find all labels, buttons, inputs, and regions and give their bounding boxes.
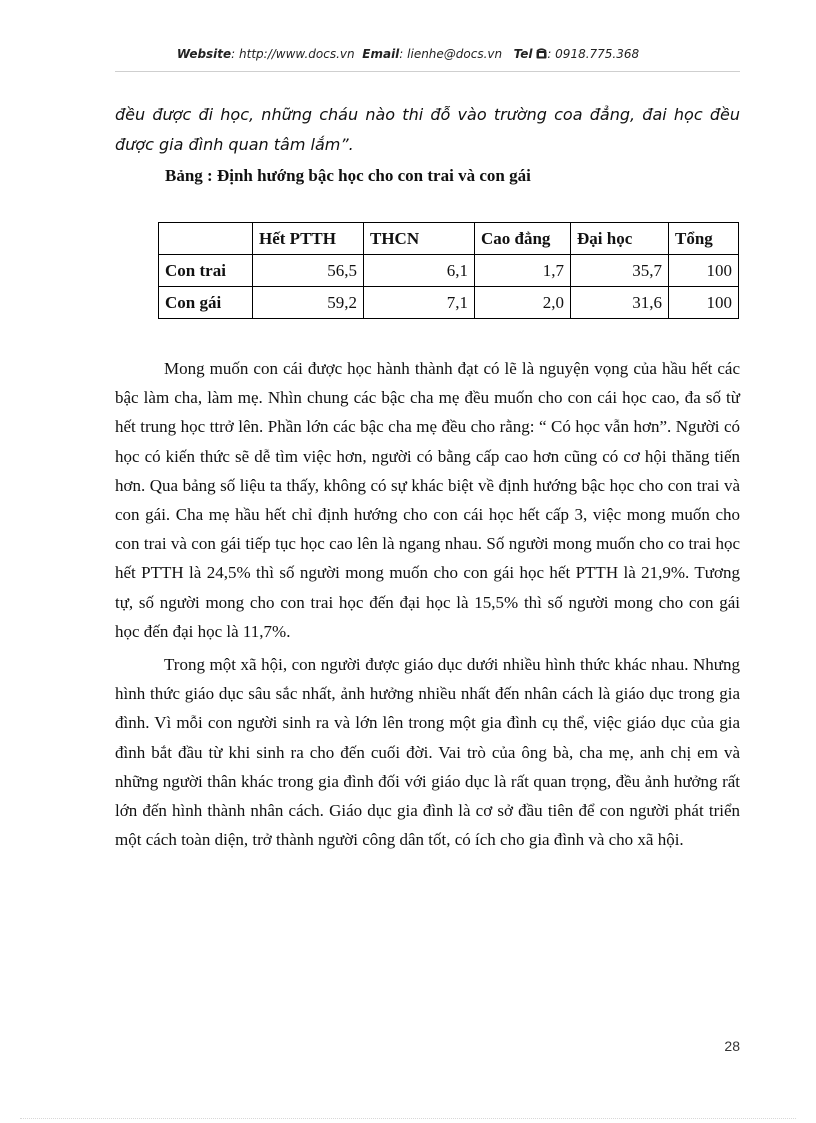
email-value: : lienhe@docs.vn (399, 47, 503, 61)
table-row (159, 287, 739, 319)
column-header: Hết PTTH (253, 223, 364, 255)
column-header: Đại học (571, 223, 669, 255)
page-number: 28 (724, 1038, 740, 1054)
table-cell: 56,5 (253, 255, 364, 287)
tel-label: Tel (513, 47, 533, 61)
table-cell: 59,2 (253, 287, 364, 319)
website-value: : http://www.docs.vn (231, 47, 355, 61)
column-header: THCN (364, 223, 475, 255)
body-text (115, 354, 740, 858)
table-cell: 100 (669, 287, 739, 319)
body-paragraph: Trong một xã hội, con người được giáo dục dưới nhiều hình thức khác nhau. Nhưng hình thức giáo dục sâu sắc nhất, ảnh hưởng nhiều nhất đến nhân cách là giáo dục trong gia đình. Vì mỗi con người sinh ra và lớn lên trong một gia đình cụ thể, việc giáo dục của gia đình bắt đầu từ khi sinh ra cho đến cuối đời. Vai trò của ông bà, cha mẹ, anh chị em và những người thân khác trong gia đình đối với giáo dục là rất quan trọng, đều ảnh hưởng rất lớn đến hình thành nhân cách. Giáo dục gia đình là cơ sở đầu tiên để con người phát triển một cách toàn diện, trở thành người công dân tốt, có ích cho gia đình và cho xã hội. (115, 655, 740, 850)
phone-icon (536, 48, 547, 62)
column-header (159, 223, 253, 255)
intro-paragraph: đều được đi học, những cháu nào thi đỗ vào trường coa đẳng, đai học đều được gia đình quan tâm lắm”. (115, 105, 740, 154)
page-bottom-divider (20, 1118, 796, 1119)
row-label: Con gái (159, 287, 253, 319)
data-table (158, 222, 739, 319)
table-cell: 100 (669, 255, 739, 287)
table-cell: 31,6 (571, 287, 669, 319)
header-divider (115, 71, 740, 72)
table-cell: 7,1 (364, 287, 475, 319)
table-cell: 35,7 (571, 255, 669, 287)
table-caption: Bảng : Định hướng bậc học cho con trai và con gái (165, 166, 531, 185)
body-paragraph: Mong muốn con cái được học hành thành đạt có lẽ là nguyện vọng của hầu hết các bậc làm cha, làm mẹ. Nhìn chung các bậc cha mẹ đều muốn cho con cái học cao, đa số từ hết trung học ttrở lên. Phần lớn các bậc cha mẹ đều cho rằng: “ Có học vẫn hơn”. Người có học có kiến thức sẽ dễ tìm việc hơn, người có bằng cấp cao hơn cũng có cơ hội thăng tiến hơn. Qua bảng số liệu ta thấy, không có sự khác biệt về định hướng bậc học cho con trai và con gái. Cha mẹ hầu hết chỉ định hướng cho con cái học hết cấp 3, việc mong muốn cho con trai và con gái tiếp tục học cao lên là ngang nhau. Số người mong muốn cho co trai học hết PTTH là 24,5% thì số người mong muốn cho con gái học hết PTTH là 21,9%. Tương tự, số người mong cho con trai học đến đại học là 15,5% thì số người mong cho con gái học đến đại học là 11,7%. (115, 359, 740, 641)
email-label: Email (362, 47, 400, 61)
table-cell: 1,7 (475, 255, 571, 287)
table-cell: 2,0 (475, 287, 571, 319)
tel-value: : 0918.775.368 (547, 47, 640, 61)
column-header: Cao đẳng (475, 223, 571, 255)
row-label: Con trai (159, 255, 253, 287)
table-row (159, 255, 739, 287)
website-label: Website (176, 47, 232, 61)
page-header (0, 47, 816, 62)
column-header: Tổng (669, 223, 739, 255)
table-header-row (159, 223, 739, 255)
table-cell: 6,1 (364, 255, 475, 287)
